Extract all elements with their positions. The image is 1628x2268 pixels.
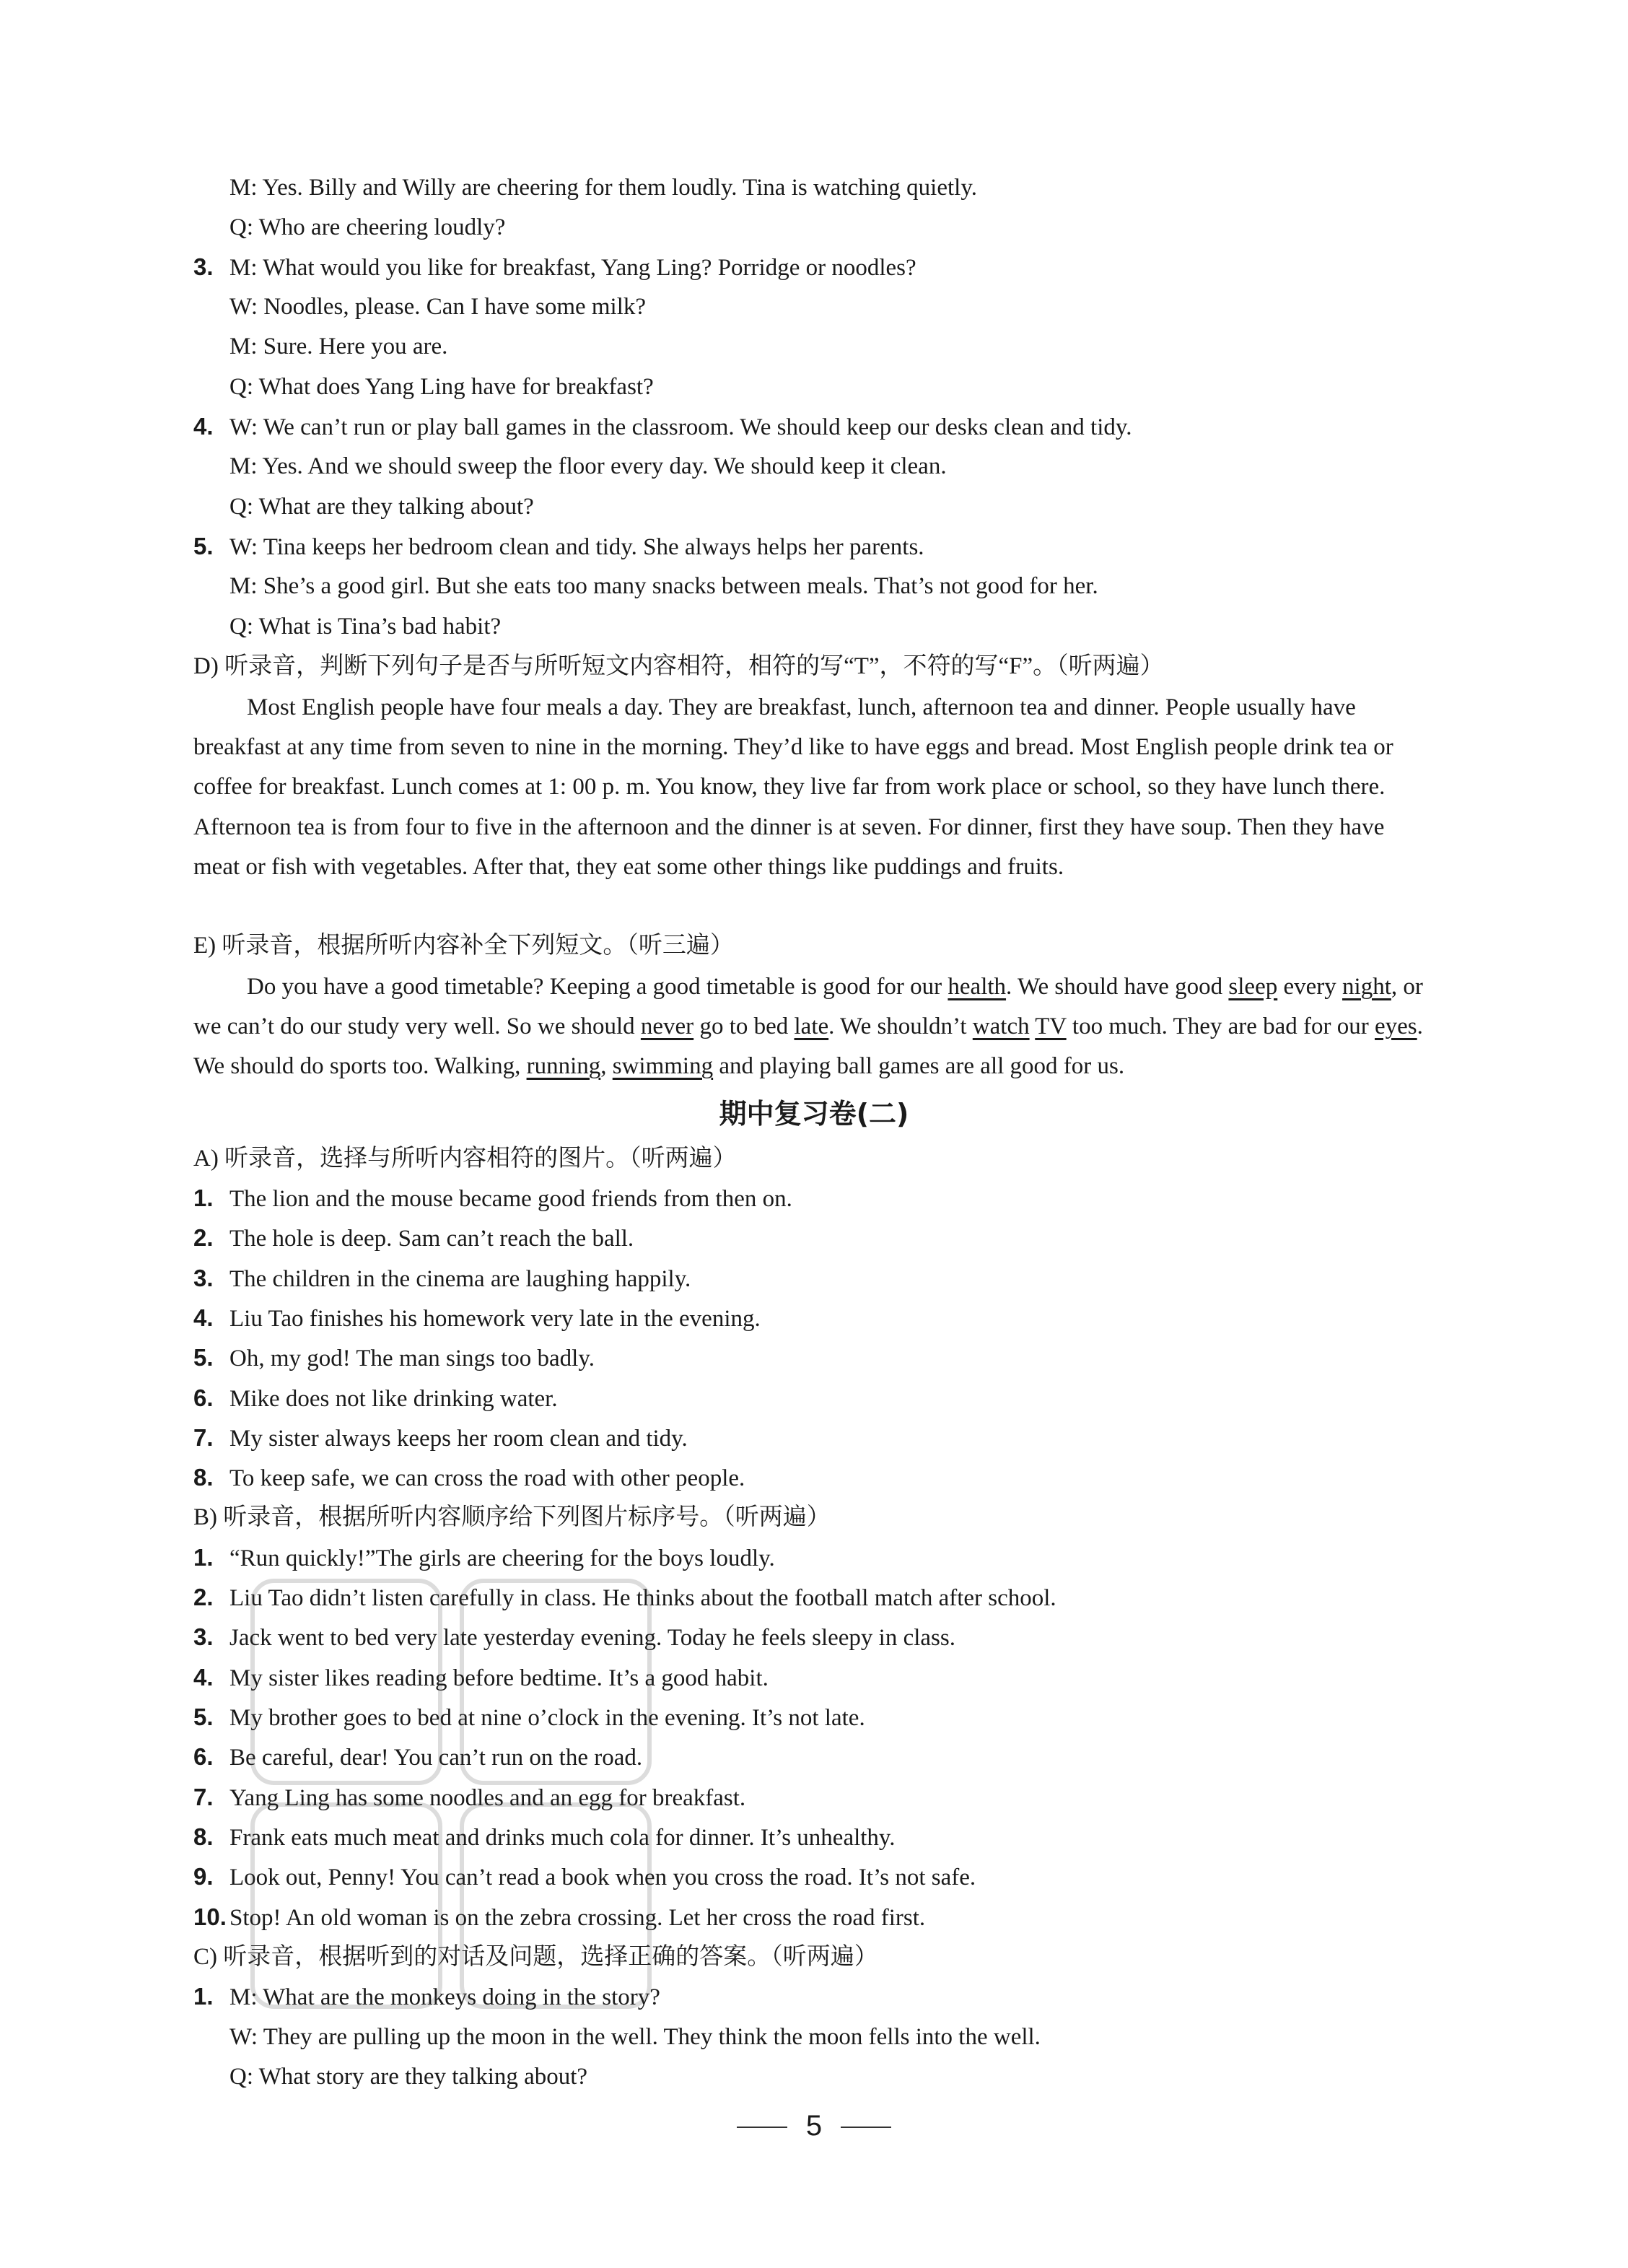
dialogue-line: M: Yes. And we should sweep the floor every day. We should keep it clean. xyxy=(229,453,947,479)
list-item: 9. Look out, Penny! You can’t read a book when you cross the road. It’s not safe. xyxy=(193,1863,976,1890)
item-number: 6. xyxy=(193,1384,214,1411)
page-footer xyxy=(0,2108,1628,2144)
section-c-heading: C) 听录音，根据听到的对话及问题，选择正确的答案。（听两遍） xyxy=(193,1944,878,1970)
list-item: 3. Jack went to bed very late yesterday evening. Today he feels sleepy in class. xyxy=(193,1623,955,1651)
item-number: 1. xyxy=(193,1185,214,1211)
list-item: 8. To keep safe, we can cross the road with other people. xyxy=(193,1464,745,1491)
item-number: 6. xyxy=(193,1743,214,1770)
dialogue-line: M: She’s a good girl. But she eats too many snacks between meals. That’s not good for her. xyxy=(229,573,1098,599)
list-item: 7. My sister always keeps her room clean and tidy. xyxy=(193,1424,688,1452)
page-number: 5 xyxy=(805,2110,823,2142)
item-number: 1. xyxy=(193,1983,214,2010)
list-item: 10. Stop! An old woman is on the zebra crossing. Let her cross the road first. xyxy=(193,1903,926,1931)
section-d-passage: Most English people have four meals a day. They are breakfast, lunch, afternoon tea and dinner. People usually have breakfast at any time from seven to nine in the morning. They’d like to have eggs and bread. Most English people drink tea or coffee for breakfast. Lunch comes at 1: 00 p. m. You know, they live far from work place or school, so they have lunch there. Afternoon tea is from four to five in the afternoon and the dinner is at seven. For dinner, first they have soup. Then they have meat or fish with vegetables. After that, they eat some other things like puddings and fruits. xyxy=(193,694,1393,880)
section-e-heading: E) 听录音，根据所听内容补全下列短文。（听三遍） xyxy=(193,933,734,959)
item-number: 8. xyxy=(193,1823,214,1850)
footer-dash-right xyxy=(841,2127,891,2128)
dialogue-line: M: Sure. Here you are. xyxy=(229,333,448,359)
list-item: 1. “Run quickly!”The girls are cheering for the boys loudly. xyxy=(193,1544,775,1571)
list-item: 2. Liu Tao didn’t listen carefully in class. He thinks about the football match after school. xyxy=(193,1584,1056,1611)
dialogue-line: Q: Who are cheering loudly? xyxy=(229,214,506,240)
answer-word: late xyxy=(794,1013,829,1040)
list-item: 7. Yang Ling has some noodles and an egg for breakfast. xyxy=(193,1784,746,1811)
list-item: 5. Oh, my god! The man sings too badly. xyxy=(193,1344,595,1371)
dialogue-line: Q: What is Tina’s bad habit? xyxy=(229,614,502,640)
section-b-heading: B) 听录音，根据所听内容顺序给下列图片标序号。（听两遍） xyxy=(193,1504,831,1530)
dialogue-line: Q: What does Yang Ling have for breakfast? xyxy=(229,374,654,400)
item-number: 7. xyxy=(193,1784,214,1810)
item-number: 3. xyxy=(193,1265,214,1291)
footer-dash-left xyxy=(737,2127,787,2128)
list-item: 4. Liu Tao finishes his homework very late in the evening. xyxy=(193,1304,761,1332)
dialogue-line: 4. W: We can’t run or play ball games in the classroom. We should keep our desks clean and tidy. xyxy=(193,413,1132,440)
list-item: 6. Be careful, dear! You can’t run on the road. xyxy=(193,1743,643,1771)
section-a-heading: A) 听录音，选择与所听内容相符的图片。（听两遍） xyxy=(193,1146,737,1172)
answer-word: sleep xyxy=(1228,974,1278,1000)
list-item: 2. The hole is deep. Sam can’t reach the ball. xyxy=(193,1224,634,1252)
list-item: 1. The lion and the mouse became good friends from then on. xyxy=(193,1185,792,1212)
dialogue-line: Q: What are they talking about? xyxy=(229,494,534,520)
item-number: 8. xyxy=(193,1464,214,1491)
item-number: 10. xyxy=(193,1903,227,1930)
item-number: 2. xyxy=(193,1584,214,1610)
dialogue-line: 3. M: What would you like for breakfast, Yang Ling? Porridge or noodles? xyxy=(193,253,916,281)
list-item: 5. My brother goes to bed at nine o’clock in the evening. It’s not late. xyxy=(193,1704,865,1731)
dialogue-line: 1. M: What are the monkeys doing in the story? xyxy=(193,1983,660,2010)
item-number: 4. xyxy=(193,413,214,440)
item-number: 9. xyxy=(193,1863,214,1890)
item-number: 5. xyxy=(193,1704,214,1730)
dialogue-line: W: They are pulling up the moon in the well. They think the moon fells into the well. xyxy=(229,2024,1041,2050)
answer-word: TV xyxy=(1035,1013,1067,1040)
list-item: 4. My sister likes reading before bedtime. It’s a good habit. xyxy=(193,1664,769,1691)
answer-word: night xyxy=(1342,974,1391,1000)
list-item: 8. Frank eats much meat and drinks much cola for dinner. It’s unhealthy. xyxy=(193,1823,896,1851)
item-number: 5. xyxy=(193,533,214,559)
page-title: 期中复习卷(二) xyxy=(719,1098,909,1130)
dialogue-line: 5. W: Tina keeps her bedroom clean and tidy. She always helps her parents. xyxy=(193,533,924,560)
section-d-heading: D) 听录音，判断下列句子是否与所听短文内容相符，相符的写“T”，不符的写“F”。（听两遍） xyxy=(193,653,1164,679)
item-number: 5. xyxy=(193,1344,214,1371)
item-number: 2. xyxy=(193,1224,214,1251)
item-number: 7. xyxy=(193,1424,214,1451)
list-item: 6. Mike does not like drinking water. xyxy=(193,1384,558,1412)
answer-word: running xyxy=(526,1053,601,1080)
list-item: 3. The children in the cinema are laughing happily. xyxy=(193,1265,691,1292)
dialogue-line: W: Noodles, please. Can I have some milk? xyxy=(229,294,647,320)
dialogue-line: M: Yes. Billy and Willy are cheering for them loudly. Tina is watching quietly. xyxy=(229,175,977,201)
answer-word: never xyxy=(640,1013,694,1040)
item-number: 3. xyxy=(193,253,214,280)
item-number: 4. xyxy=(193,1304,214,1331)
item-number: 4. xyxy=(193,1664,214,1691)
item-number: 1. xyxy=(193,1544,214,1571)
section-e-passage: Do you have a good timetable? Keeping a good timetable is good for our health. We should have good sleep every night, or we can’t do our study very well. So we should never go to bed late. We shouldn’t watch TV too much. They are bad for our eyes. We should do sports too. Walking, running, swimming and playing ball games are all good for us. xyxy=(193,974,1423,1080)
answer-word: eyes xyxy=(1375,1013,1417,1040)
answer-word: swimming xyxy=(612,1053,714,1080)
answer-word: watch xyxy=(972,1013,1030,1040)
dialogue-line: Q: What story are they talking about? xyxy=(229,2064,588,2090)
answer-word: health xyxy=(948,974,1007,1000)
item-number: 3. xyxy=(193,1623,214,1650)
